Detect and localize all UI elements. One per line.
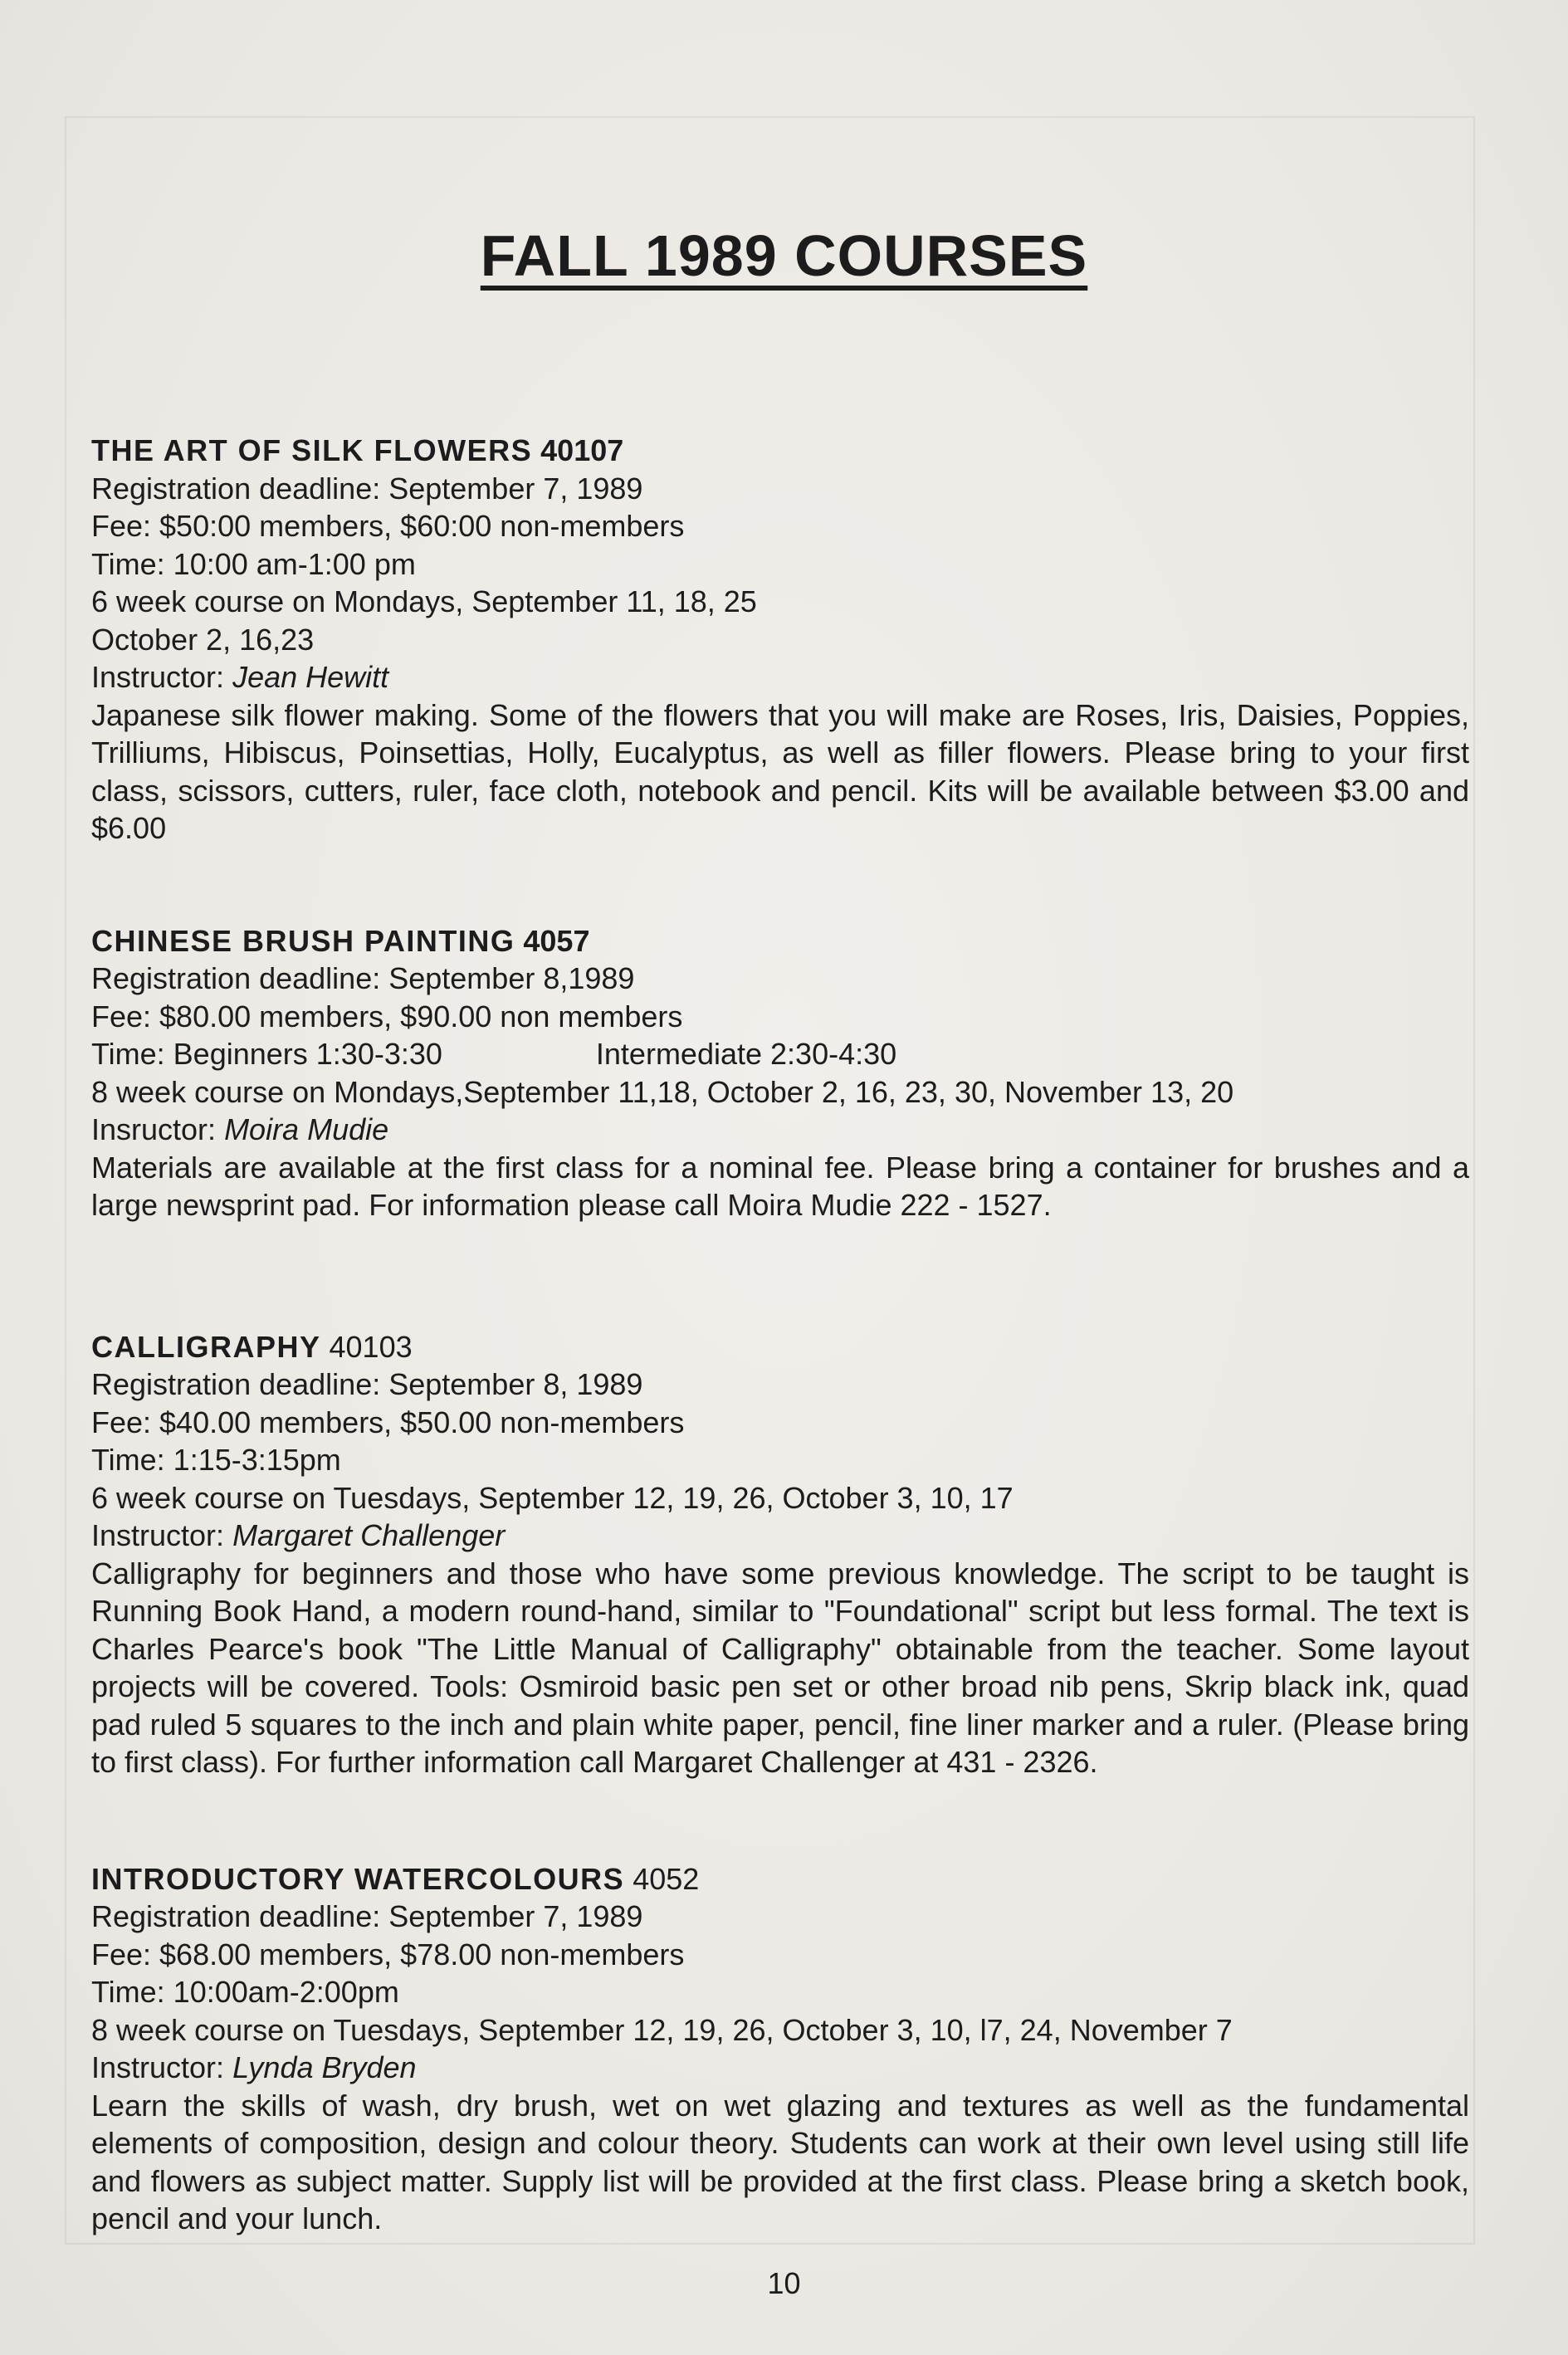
course-instructor bbox=[91, 658, 1469, 696]
course-heading bbox=[91, 1860, 1469, 1898]
instructor-name: Lynda Bryden bbox=[232, 2050, 417, 2084]
course-schedule: 8 week course on Tuesdays, September 12, 19, 26, October 3, 10, l7, 24, November 7 bbox=[91, 2012, 1233, 2047]
course-code: 40103 bbox=[329, 1329, 413, 1364]
instructor-label: Instructor: bbox=[91, 660, 233, 694]
course-fee: Fee: $50:00 members, $60:00 non-members bbox=[91, 509, 685, 543]
course-heading bbox=[91, 922, 1469, 960]
course-instructor bbox=[91, 1111, 1469, 1149]
course-heading bbox=[91, 1328, 1469, 1366]
course-code: 4057 bbox=[523, 923, 590, 958]
course-schedule: 6 week course on Tuesdays, September 12, 19, 26, October 3, 10, 17 bbox=[91, 1480, 1014, 1515]
course-time: Time: 10:00am-2:00pm bbox=[91, 1975, 399, 2009]
course-code: 40107 bbox=[540, 433, 624, 467]
course-silk-flowers bbox=[91, 432, 1469, 848]
course-schedule-continued: October 2, 16,23 bbox=[91, 622, 315, 657]
registration-deadline: Registration deadline: September 7, 1989 bbox=[91, 471, 643, 506]
course-chinese-brush-painting bbox=[91, 922, 1469, 1224]
course-description: Calligraphy for beginners and those who have some previous knowledge. The script to be taught is Running Book Hand, a modern round-hand, similar to "Foundational" script but less formal. The text is Charles Pearce's book "The Little Manual of Calligraphy" obtainable from the teacher. Some layout projects will be covered. Tools: Osmiroid basic pen set or other broad nib pens, Skrip black ink, quad pad ruled 5 squares to the inch and plain white paper, pencil, fine liner marker and a ruler. (Please bring to first class). For further information call Margaret Challenger at 431 - 2326. bbox=[91, 1556, 1469, 1779]
registration-deadline: Registration deadline: September 8,1989 bbox=[91, 961, 635, 995]
course-instructor bbox=[91, 1517, 1469, 1555]
time-beginners: Time: Beginners 1:30-3:30 bbox=[91, 1037, 442, 1071]
course-instructor bbox=[91, 2049, 1469, 2087]
course-name: INTRODUCTORY WATERCOLOURS bbox=[91, 1861, 625, 1896]
time-intermediate: Intermediate 2:30-4:30 bbox=[595, 1037, 897, 1071]
course-time: Time: 10:00 am-1:00 pm bbox=[91, 546, 416, 581]
registration-deadline: Registration deadline: September 7, 1989 bbox=[91, 1899, 643, 1933]
course-description: Learn the skills of wash, dry brush, wet on wet glazing and textures as well as the fundamental elements of composition, design and colour theory. Students can work at their own level using still life and flowers as subject matter. Supply list will be provided at the first class. Please bring a sketch book, pencil and your lunch. bbox=[91, 2088, 1469, 2235]
course-introductory-watercolours bbox=[91, 1860, 1469, 2238]
course-calligraphy bbox=[91, 1328, 1469, 1781]
course-schedule: 8 week course on Mondays,September 11,18, October 2, 16, 23, 30, November 13, 20 bbox=[91, 1074, 1234, 1109]
page-title: FALL 1989 COURSES bbox=[480, 223, 1088, 288]
course-list bbox=[91, 432, 1469, 2238]
registration-deadline: Registration deadline: September 8, 1989 bbox=[91, 1367, 643, 1401]
instructor-name: Margaret Challenger bbox=[232, 1518, 506, 1552]
course-schedule: 6 week course on Mondays, September 11, 18, 25 bbox=[91, 584, 757, 618]
course-fee: Fee: $40.00 members, $50.00 non-members bbox=[91, 1405, 685, 1439]
instructor-name: Jean Hewitt bbox=[232, 660, 389, 694]
course-name: CALLIGRAPHY bbox=[91, 1329, 321, 1364]
course-code: 4052 bbox=[633, 1861, 700, 1896]
course-time bbox=[91, 1035, 1469, 1073]
course-time: Time: 1:15-3:15pm bbox=[91, 1443, 341, 1477]
course-heading bbox=[91, 432, 1469, 470]
course-description: Materials are available at the first class for a nominal fee. Please bring a container for brushes and a large newsprint pad. For information please call Moira Mudie 222 - 1527. bbox=[91, 1150, 1469, 1222]
course-name: THE ART OF SILK FLOWERS bbox=[91, 433, 533, 467]
page-number: 10 bbox=[767, 2266, 801, 2300]
instructor-label: Instructor: bbox=[91, 2050, 233, 2084]
instructor-label: Instructor: bbox=[91, 1518, 233, 1552]
course-fee: Fee: $68.00 members, $78.00 non-members bbox=[91, 1937, 685, 1971]
instructor-name: Moira Mudie bbox=[224, 1112, 389, 1146]
course-name: CHINESE BRUSH PAINTING bbox=[91, 923, 515, 958]
course-description: Japanese silk flower making. Some of the flowers that you will make are Roses, Iris, Daisies, Poppies, Trilliums, Hibiscus, Poinsettias, Holly, Eucalyptus, as well as filler flowers. Please bring to your first class, scissors, cutters, ruler, face cloth, notebook and pencil. Kits will be available between $3.00 and $6.00 bbox=[91, 697, 1469, 845]
course-fee: Fee: $80.00 members, $90.00 non members bbox=[91, 999, 683, 1033]
instructor-label: Insructor: bbox=[91, 1112, 225, 1146]
